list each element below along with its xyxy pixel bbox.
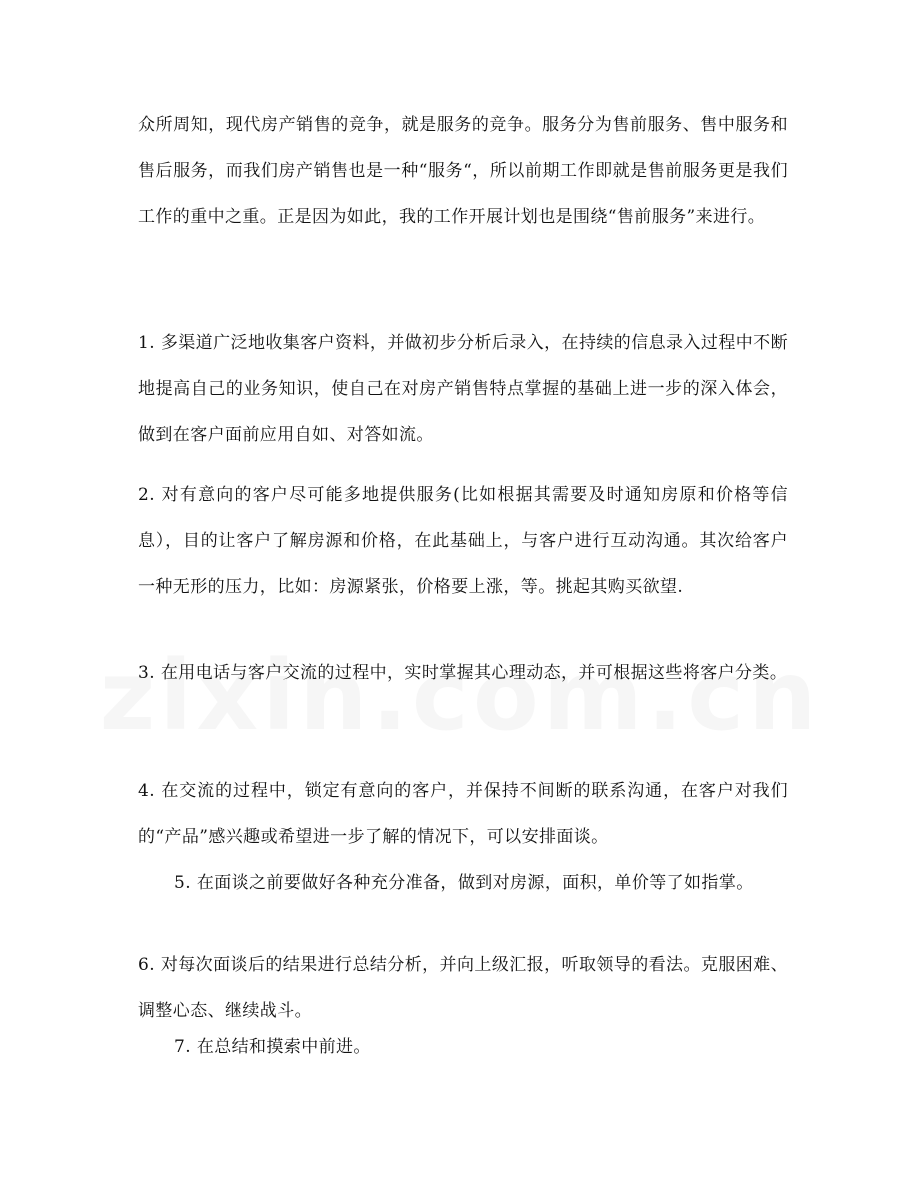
paragraph-item-6: 6. 对每次面谈后的结果进行总结分析，并向上级汇报，听取领导的看法。克服困难、调整心态、继续战斗。 xyxy=(138,955,788,1021)
paragraph-item-2: 2. 对有意向的客户尽可能多地提供服务(比如根据其需要及时通知房原和价格等信息），目的让客户了解房源和价格，在此基础上，与客户进行互动沟通。其次给客户一种无形的压力，比如：房源紧张，价格要上涨，等。挑起其购买欲望. xyxy=(138,485,788,597)
intro-paragraph: 众所周知，现代房产销售的竞争，就是服务的竞争。服务分为售前服务、售中服务和售后服务，而我们房产销售也是一种“服务“，所以前期工作即就是售前服务更是我们工作的重中之重。正是因为如此，我的工作开展计划也是围绕“售前服务”来进行。 xyxy=(138,115,788,227)
paragraph-item-1: 1. 多渠道广泛地收集客户资料，并做初步分析后录入，在持续的信息录入过程中不断地提高自己的业务知识，使自己在对房产销售特点掌握的基础上进一步的深入体会，做到在客户面前应用自如、对答如流。 xyxy=(138,333,788,445)
paragraph-item-4: 4. 在交流的过程中，锁定有意向的客户，并保持不间断的联系沟通，在客户对我们的“产品”感兴趣或希望进一步了解的情况下，可以安排面谈。 xyxy=(138,781,788,847)
paragraph-item-5: 5. 在面谈之前要做好各种充分准备，做到对房源，面积，单价等了如指掌。 xyxy=(174,873,754,893)
paragraph-item-3: 3. 在用电话与客户交流的过程中，实时掌握其心理动态，并可根据这些将客户分类。 xyxy=(138,663,788,683)
paragraph-item-7: 7. 在总结和摸索中前进。 xyxy=(174,1037,371,1057)
